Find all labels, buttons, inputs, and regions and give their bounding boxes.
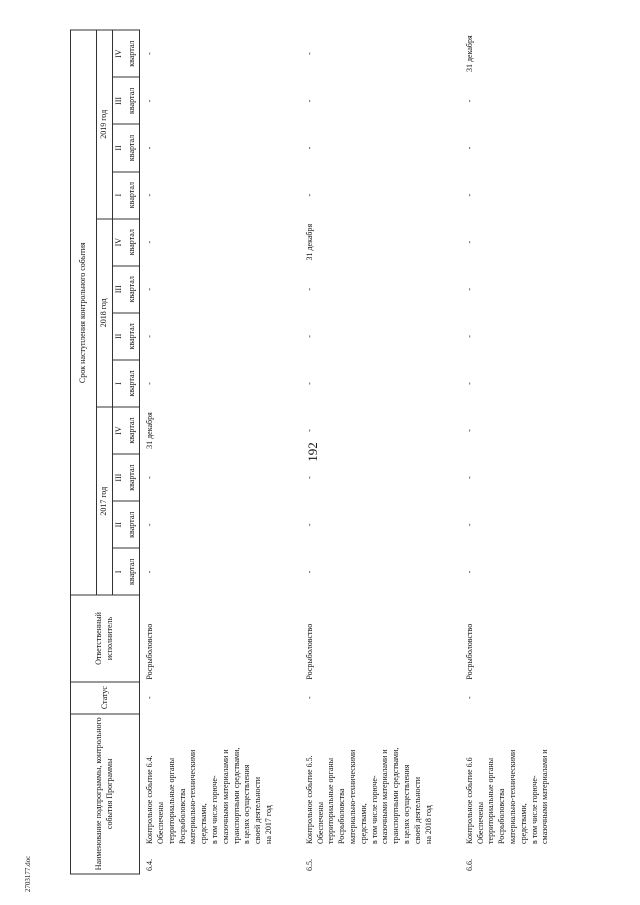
quarter-cell: - xyxy=(304,523,314,527)
event-name-line: Росрыболовства xyxy=(337,788,347,844)
event-name-line: Обеспечены xyxy=(156,802,166,844)
event-name-line: в том числе горюче- xyxy=(529,775,539,844)
quarter-number-header: II xyxy=(113,501,126,548)
quarter-cell: - xyxy=(304,570,314,574)
event-name-line: средствами, xyxy=(358,803,368,844)
quarter-cell: 31 декабря xyxy=(145,412,155,449)
year-2018-header: 2018 год xyxy=(97,219,113,407)
quarter-cell: 31 декабря xyxy=(464,35,474,73)
event-name-line: в том числе горюче- xyxy=(210,775,220,844)
event-name-line: Контрольное событие 6.6 xyxy=(464,757,474,844)
quarter-cell: - xyxy=(304,382,314,385)
event-name-line: Росрыболовства xyxy=(497,788,507,844)
event-name-line: транспортными средствами, xyxy=(391,747,401,844)
event-name-line: материально-техническими xyxy=(188,749,198,844)
quarter-cell: - xyxy=(304,99,314,103)
event-name-line: Контрольное событие 6.5. xyxy=(304,755,314,844)
event-name-line: средствами, xyxy=(518,803,528,844)
row-number: 6.6. xyxy=(464,859,474,871)
status-column-header: Статус xyxy=(71,682,140,714)
quarter-label-header: квартал xyxy=(126,454,140,501)
event-name-line: материально-техническими xyxy=(507,749,517,844)
quarter-cell: - xyxy=(464,382,474,385)
event-name-line: Росрыболовства xyxy=(177,788,187,844)
quarter-cell: - xyxy=(145,382,155,385)
quarter-number-header: III xyxy=(113,77,126,124)
quarter-cell: - xyxy=(464,146,474,150)
quarter-cell: - xyxy=(145,335,155,338)
quarter-cell: - xyxy=(145,52,155,56)
responsible-cell: Росрыболовство xyxy=(464,623,474,680)
event-name-line: смазочными материалами и xyxy=(380,749,390,844)
quarter-cell: - xyxy=(464,429,474,432)
event-name-line: территориальные органы xyxy=(326,757,336,844)
quarter-number-header: IV xyxy=(113,219,126,266)
quarter-number-header: II xyxy=(113,124,126,171)
quarter-cell: - xyxy=(464,99,474,103)
year-2017-header: 2017 год xyxy=(97,407,113,595)
status-cell: - xyxy=(304,696,314,699)
row-number: 6.4. xyxy=(145,859,155,871)
responsible-cell: Росрыболовство xyxy=(304,623,314,680)
table-row xyxy=(460,30,559,874)
quarter-label-header: квартал xyxy=(126,360,140,407)
event-name-line: своей деятельности xyxy=(412,776,422,844)
status-cell: - xyxy=(145,696,155,699)
deadline-column-header: Срок наступления контрольного события xyxy=(71,30,97,595)
event-name-line: транспортными средствами, xyxy=(231,747,241,844)
quarter-number-header: IV xyxy=(113,30,126,77)
quarter-label-header: квартал xyxy=(126,266,140,313)
quarter-cell: - xyxy=(464,193,474,197)
quarter-cell: - xyxy=(145,523,155,527)
quarter-number-header: III xyxy=(113,266,126,313)
event-name-line: средствами, xyxy=(199,803,209,844)
event-name-line: смазочными материалами и xyxy=(540,749,550,844)
quarter-cell: - xyxy=(145,193,155,197)
event-name-line: Обеспечены xyxy=(475,802,485,844)
quarter-cell: - xyxy=(464,476,474,479)
row-number: 6.5. xyxy=(304,859,314,871)
quarter-cell: - xyxy=(145,476,155,479)
event-name-line: территориальные органы xyxy=(166,757,176,844)
quarter-cell: - xyxy=(145,570,155,574)
event-name-line: Обеспечены xyxy=(315,802,325,844)
status-cell: - xyxy=(464,696,474,699)
quarter-number-header: II xyxy=(113,313,126,360)
quarter-cell: - xyxy=(464,287,474,291)
event-name-line: своей деятельности xyxy=(253,776,263,844)
quarter-cell: - xyxy=(304,146,314,150)
table-row xyxy=(140,30,300,874)
event-name-line: на 2018 год xyxy=(423,805,433,844)
quarter-cell: - xyxy=(304,335,314,338)
quarter-label-header: квартал xyxy=(126,30,140,77)
quarter-cell: 31 декабря xyxy=(304,223,314,261)
year-2019-header: 2019 год xyxy=(97,30,113,219)
event-name-line: в целях осуществления xyxy=(401,764,411,844)
responsible-cell: Росрыболовство xyxy=(145,623,155,680)
quarter-label-header: квартал xyxy=(126,501,140,548)
quarter-label-header: квартал xyxy=(126,407,140,454)
quarter-label-header: квартал xyxy=(126,548,140,595)
event-name xyxy=(300,714,460,846)
quarter-number-header: I xyxy=(113,172,126,219)
quarter-number-header: III xyxy=(113,454,126,501)
quarter-label-header: квартал xyxy=(126,313,140,360)
quarter-label-header: квартал xyxy=(126,77,140,124)
page-number: 192 xyxy=(305,442,320,462)
quarter-cell: - xyxy=(304,476,314,479)
control-events-table xyxy=(70,30,570,875)
quarter-label-header: квартал xyxy=(126,124,140,171)
event-name-line: материально-техническими xyxy=(347,749,357,844)
quarter-cell: - xyxy=(145,240,155,244)
event-name-line: смазочными материалами и xyxy=(220,749,230,844)
quarter-cell: - xyxy=(464,240,474,244)
quarter-cell: - xyxy=(304,287,314,291)
event-name-line: в том числе горюче- xyxy=(369,775,379,844)
quarter-cell: - xyxy=(464,523,474,527)
quarter-cell: - xyxy=(464,570,474,574)
event-name-line: на 2017 год xyxy=(264,805,274,844)
quarter-cell: - xyxy=(145,146,155,150)
quarter-cell: - xyxy=(145,99,155,103)
event-name-line: в целях осуществления xyxy=(242,764,252,844)
quarter-cell: - xyxy=(304,429,314,432)
event-name-line: Контрольное событие 6.4. xyxy=(145,755,155,844)
quarter-cell: - xyxy=(145,287,155,291)
document-footer: 2703177.doc xyxy=(24,855,32,893)
quarter-number-header: IV xyxy=(113,407,126,454)
quarter-cell: - xyxy=(464,335,474,338)
quarter-cell: - xyxy=(304,52,314,56)
responsible-column-header: Ответственный исполнитель xyxy=(71,595,140,681)
table-row xyxy=(300,30,460,874)
quarter-label-header: квартал xyxy=(126,219,140,266)
quarter-number-header: I xyxy=(113,360,126,407)
quarter-label-header: квартал xyxy=(126,172,140,219)
name-column-header: Наименование подпрограммы, контрольного события Программы xyxy=(71,714,140,874)
event-name-line: территориальные органы xyxy=(486,757,496,844)
quarter-cell: - xyxy=(304,193,314,197)
quarter-number-header: I xyxy=(113,548,126,595)
event-name xyxy=(140,714,300,846)
event-name xyxy=(460,714,559,846)
